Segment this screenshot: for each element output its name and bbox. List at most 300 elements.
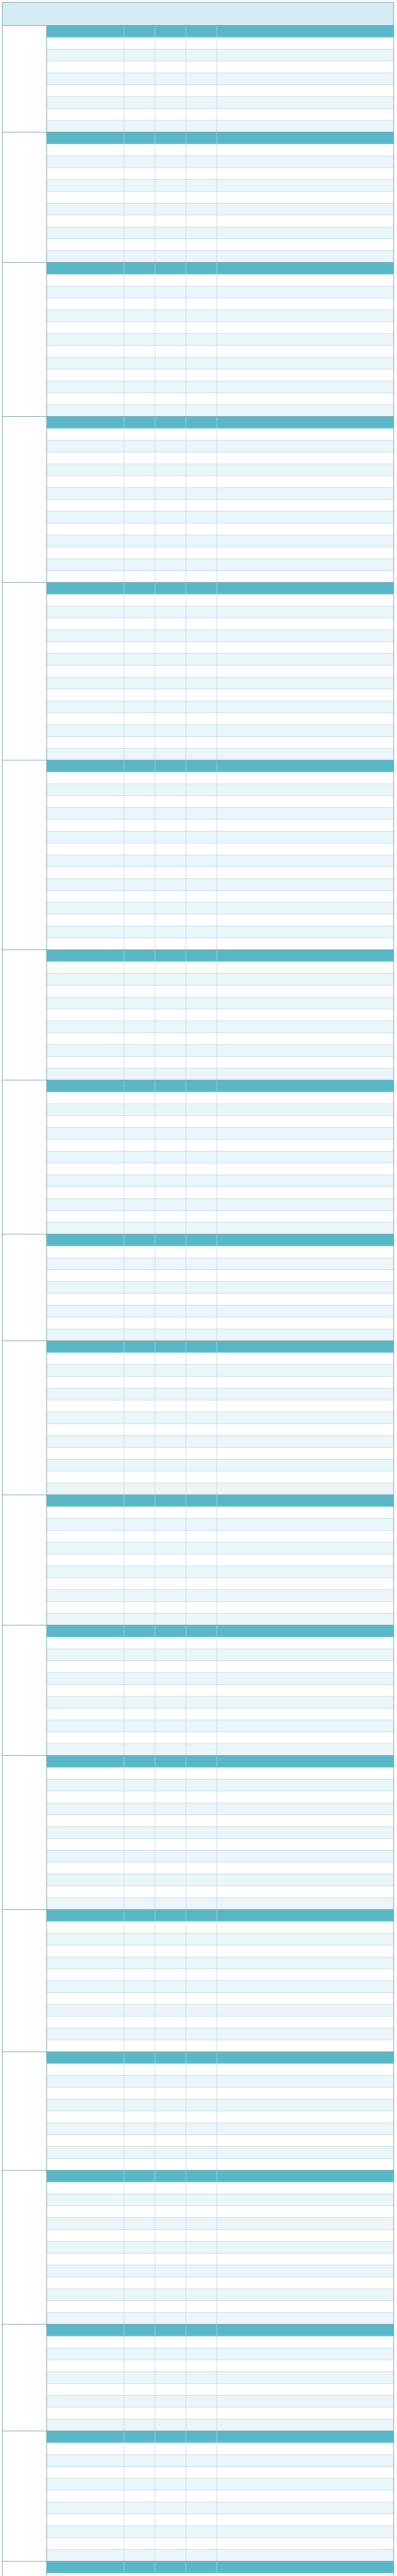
table-row xyxy=(47,1957,393,1969)
table-row xyxy=(47,618,393,630)
note-cell xyxy=(217,725,393,736)
note-cell xyxy=(217,749,393,760)
column-header xyxy=(124,417,155,428)
price-cell xyxy=(124,1258,155,1269)
column-header xyxy=(124,583,155,594)
note-cell xyxy=(217,1246,393,1258)
price-cell xyxy=(155,1377,186,1388)
column-header xyxy=(47,1080,124,1092)
price-cell xyxy=(155,1246,186,1258)
table-row xyxy=(47,1862,393,1874)
column-header xyxy=(124,263,155,274)
hotel-info xyxy=(3,1341,47,1495)
note-cell xyxy=(217,1815,393,1826)
price-cell xyxy=(155,310,186,321)
price-cell xyxy=(186,1720,217,1732)
note-cell xyxy=(217,1211,393,1222)
price-cell xyxy=(186,1400,217,1412)
price-cell xyxy=(155,49,186,61)
price-cell xyxy=(186,2147,217,2158)
column-header xyxy=(155,760,186,772)
column-header xyxy=(186,1341,217,1352)
price-cell xyxy=(155,1116,186,1127)
price-cell xyxy=(186,310,217,321)
price-cell xyxy=(186,346,217,357)
price-cell xyxy=(186,1471,217,1483)
hotel-section xyxy=(3,263,393,417)
table-row xyxy=(47,1720,393,1732)
price-cell xyxy=(155,974,186,985)
note-cell xyxy=(217,1685,393,1696)
table-row xyxy=(47,369,393,381)
price-cell xyxy=(155,1898,186,1909)
price-cell xyxy=(186,535,217,547)
table-header-row xyxy=(47,1756,393,1768)
price-cell xyxy=(186,1211,217,1222)
table-row xyxy=(47,1993,393,2005)
note-cell xyxy=(217,1898,393,1909)
table-row xyxy=(47,832,393,843)
price-cell xyxy=(124,1898,155,1909)
note-cell xyxy=(217,1874,393,1886)
price-cell xyxy=(155,1851,186,1862)
price-cell xyxy=(155,1934,186,1945)
price-cell xyxy=(186,701,217,713)
column-header xyxy=(186,2431,217,2443)
price-cell xyxy=(186,2348,217,2360)
price-cell xyxy=(124,429,155,440)
price-cell xyxy=(124,606,155,618)
price-cell xyxy=(155,1519,186,1530)
price-cell xyxy=(124,1270,155,1281)
table-row xyxy=(47,1649,393,1661)
price-cell xyxy=(186,2016,217,2028)
price-cell xyxy=(186,843,217,855)
room-type-cell xyxy=(47,2088,124,2099)
price-cell xyxy=(155,1673,186,1684)
price-cell xyxy=(186,2301,217,2312)
price-cell xyxy=(124,2372,155,2383)
note-cell xyxy=(217,1507,393,1518)
table-header-row xyxy=(47,132,393,144)
price-cell xyxy=(155,914,186,926)
room-type-cell xyxy=(47,2265,124,2277)
price-cell xyxy=(186,1317,217,1329)
note-cell xyxy=(217,713,393,724)
table-row xyxy=(47,1187,393,1199)
price-cell xyxy=(155,512,186,523)
table-row xyxy=(47,986,393,997)
price-cell xyxy=(186,595,217,606)
price-cell xyxy=(186,1685,217,1696)
price-cell xyxy=(186,1116,217,1127)
price-cell xyxy=(186,1294,217,1305)
table-row xyxy=(47,843,393,855)
table-row xyxy=(47,2479,393,2490)
room-type-cell xyxy=(47,1945,124,1957)
note-cell xyxy=(217,168,393,179)
price-cell xyxy=(155,275,186,286)
price-cell xyxy=(186,1353,217,1364)
price-cell xyxy=(186,2502,217,2514)
price-cell xyxy=(186,109,217,120)
column-header xyxy=(217,2325,393,2336)
note-cell xyxy=(217,192,393,203)
price-cell xyxy=(186,2230,217,2241)
price-cell xyxy=(124,1768,155,1779)
room-table xyxy=(47,1234,393,1341)
price-cell xyxy=(155,2467,186,2478)
column-header xyxy=(217,1495,393,1506)
table-row xyxy=(47,1069,393,1080)
price-cell xyxy=(124,1637,155,1649)
note-cell xyxy=(217,109,393,120)
price-cell xyxy=(186,1531,217,1542)
room-type-cell xyxy=(47,891,124,902)
price-cell xyxy=(155,1957,186,1969)
column-header xyxy=(186,1756,217,1767)
room-type-cell xyxy=(47,2301,124,2312)
column-header xyxy=(155,2171,186,2182)
price-cell xyxy=(124,867,155,878)
column-header xyxy=(155,26,186,37)
price-cell xyxy=(124,405,155,416)
note-cell xyxy=(217,2550,393,2561)
room-type-cell xyxy=(47,1673,124,1684)
price-cell xyxy=(186,1057,217,1068)
price-cell xyxy=(124,1803,155,1815)
price-cell xyxy=(155,1993,186,2004)
note-cell xyxy=(217,2182,393,2194)
price-cell xyxy=(124,1862,155,1874)
column-header xyxy=(47,583,124,594)
price-cell xyxy=(186,1697,217,1708)
room-type-cell xyxy=(47,677,124,689)
table-row xyxy=(47,215,393,227)
price-cell xyxy=(124,677,155,689)
note-cell xyxy=(217,310,393,321)
price-cell xyxy=(186,1768,217,1779)
price-cell xyxy=(186,1140,217,1151)
price-cell xyxy=(124,1021,155,1032)
room-type-cell xyxy=(47,2360,124,2371)
note-cell xyxy=(217,903,393,914)
price-cell xyxy=(124,1033,155,1044)
note-cell xyxy=(217,986,393,997)
table-row xyxy=(47,606,393,618)
price-cell xyxy=(124,2111,155,2123)
note-cell xyxy=(217,1780,393,1791)
price-cell xyxy=(155,1294,186,1305)
note-cell xyxy=(217,1448,393,1459)
price-cell xyxy=(186,737,217,748)
note-cell xyxy=(217,606,393,618)
column-header xyxy=(47,1234,124,1246)
price-cell xyxy=(186,322,217,333)
column-header xyxy=(124,1080,155,1092)
room-table xyxy=(47,1910,393,2052)
note-cell xyxy=(217,796,393,807)
table-row xyxy=(47,512,393,523)
note-cell xyxy=(217,1590,393,1601)
note-cell xyxy=(217,1614,393,1625)
room-type-cell xyxy=(47,796,124,807)
price-cell xyxy=(186,1886,217,1897)
room-type-cell xyxy=(47,1128,124,1139)
price-cell xyxy=(124,654,155,665)
note-cell xyxy=(217,275,393,286)
table-row xyxy=(47,1412,393,1424)
price-cell xyxy=(124,358,155,369)
room-type-cell xyxy=(47,2479,124,2490)
table-row xyxy=(47,772,393,784)
table-row xyxy=(47,2443,393,2455)
note-cell xyxy=(217,1092,393,1104)
note-cell xyxy=(217,1519,393,1530)
price-cell xyxy=(155,962,186,973)
price-cell xyxy=(124,500,155,511)
price-cell xyxy=(124,204,155,215)
price-cell xyxy=(124,2265,155,2277)
price-cell xyxy=(155,1981,186,1992)
note-cell xyxy=(217,2206,393,2217)
room-type-cell xyxy=(47,2408,124,2419)
room-type-cell xyxy=(47,2372,124,2383)
table-row xyxy=(47,452,393,464)
column-header xyxy=(124,1495,155,1506)
table-row xyxy=(47,1448,393,1460)
price-cell xyxy=(124,1353,155,1364)
table-row xyxy=(47,1057,393,1069)
room-type-cell xyxy=(47,867,124,878)
column-header xyxy=(217,2431,393,2443)
price-cell xyxy=(124,938,155,950)
table-row xyxy=(47,2419,393,2431)
price-cell xyxy=(124,2289,155,2300)
price-cell xyxy=(186,215,217,227)
table-row xyxy=(47,1163,393,1175)
price-cell xyxy=(155,1151,186,1163)
note-cell xyxy=(217,2467,393,2478)
table-row xyxy=(47,440,393,452)
price-cell xyxy=(186,156,217,167)
price-cell xyxy=(186,2455,217,2466)
note-cell xyxy=(217,1294,393,1305)
price-cell xyxy=(155,523,186,535)
hotel-info xyxy=(3,583,47,760)
table-header-row xyxy=(47,417,393,429)
price-cell xyxy=(124,2230,155,2241)
note-cell xyxy=(217,689,393,701)
price-cell xyxy=(155,61,186,73)
room-type-cell xyxy=(47,1104,124,1115)
price-cell xyxy=(155,2396,186,2407)
price-cell xyxy=(124,192,155,203)
price-cell xyxy=(155,346,186,357)
price-cell xyxy=(155,2123,186,2134)
price-cell xyxy=(124,535,155,547)
room-type-cell xyxy=(47,2182,124,2194)
price-cell xyxy=(186,1448,217,1459)
table-row xyxy=(47,1128,393,1140)
price-cell xyxy=(186,938,217,950)
table-row xyxy=(47,1637,393,1649)
note-cell xyxy=(217,1187,393,1198)
room-type-cell xyxy=(47,832,124,843)
price-cell xyxy=(186,2123,217,2134)
price-cell xyxy=(186,1993,217,2004)
table-row xyxy=(47,73,393,85)
table-row xyxy=(47,630,393,642)
price-cell xyxy=(124,1140,155,1151)
price-cell xyxy=(186,2490,217,2502)
table-row xyxy=(47,689,393,701)
price-cell xyxy=(155,1021,186,1032)
table-row xyxy=(47,1436,393,1448)
note-cell xyxy=(217,1744,393,1755)
note-cell xyxy=(217,452,393,464)
room-type-cell xyxy=(47,1424,124,1435)
price-cell xyxy=(155,1531,186,1542)
note-cell xyxy=(217,1223,393,1234)
table-row xyxy=(47,1922,393,1934)
column-header xyxy=(124,2431,155,2443)
table-row xyxy=(47,275,393,286)
price-cell xyxy=(155,1566,186,1578)
room-type-cell xyxy=(47,2396,124,2407)
price-cell xyxy=(186,2408,217,2419)
hotel-info xyxy=(3,1625,47,1755)
price-cell xyxy=(155,654,186,665)
price-cell xyxy=(186,1045,217,1056)
price-cell xyxy=(155,2099,186,2111)
price-cell xyxy=(124,49,155,61)
table-row xyxy=(47,1021,393,1033)
room-table xyxy=(47,2171,393,2324)
price-cell xyxy=(155,488,186,499)
price-cell xyxy=(124,97,155,108)
price-cell xyxy=(124,666,155,677)
note-cell xyxy=(217,1945,393,1957)
room-type-cell xyxy=(47,737,124,748)
price-cell xyxy=(155,2028,186,2040)
price-cell xyxy=(155,784,186,795)
note-cell xyxy=(217,2265,393,2277)
price-cell xyxy=(155,1732,186,1743)
column-header xyxy=(155,2325,186,2336)
room-type-cell xyxy=(47,2064,124,2075)
price-cell xyxy=(155,1483,186,1495)
table-row xyxy=(47,796,393,808)
price-cell xyxy=(124,1922,155,1933)
room-type-cell xyxy=(47,488,124,499)
table-row xyxy=(47,144,393,156)
table-row xyxy=(47,1353,393,1365)
note-cell xyxy=(217,1708,393,1720)
column-header xyxy=(155,1495,186,1506)
price-cell xyxy=(155,855,186,867)
table-row xyxy=(47,2242,393,2253)
table-row xyxy=(47,559,393,571)
room-table xyxy=(47,2562,393,2576)
price-cell xyxy=(186,204,217,215)
note-cell xyxy=(217,2218,393,2229)
table-row xyxy=(47,1780,393,1791)
column-header xyxy=(186,26,217,37)
price-cell xyxy=(155,381,186,393)
table-row xyxy=(47,121,393,132)
room-type-cell xyxy=(47,1021,124,1032)
column-header xyxy=(155,2052,186,2063)
column-header xyxy=(47,760,124,772)
table-header-row xyxy=(47,583,393,595)
table-row xyxy=(47,1246,393,1258)
price-cell xyxy=(155,713,186,724)
price-cell xyxy=(155,986,186,997)
table-row xyxy=(47,2159,393,2170)
table-header-row xyxy=(47,1625,393,1637)
table-row xyxy=(47,358,393,369)
price-cell xyxy=(155,1839,186,1850)
column-header xyxy=(186,1080,217,1092)
column-header xyxy=(155,950,186,961)
table-row xyxy=(47,2526,393,2538)
table-row xyxy=(47,547,393,559)
room-type-cell xyxy=(47,1661,124,1672)
column-header xyxy=(155,1341,186,1352)
table-row xyxy=(47,867,393,879)
note-cell xyxy=(217,381,393,393)
table-row xyxy=(47,1708,393,1720)
room-type-cell xyxy=(47,85,124,96)
note-cell xyxy=(217,251,393,262)
room-type-cell xyxy=(47,1637,124,1649)
price-cell xyxy=(155,2016,186,2028)
room-type-cell xyxy=(47,997,124,1009)
column-header xyxy=(124,1341,155,1352)
room-type-cell xyxy=(47,180,124,191)
price-cell xyxy=(124,832,155,843)
price-cell xyxy=(124,713,155,724)
price-cell xyxy=(186,1069,217,1080)
price-cell xyxy=(124,1874,155,1886)
price-cell xyxy=(186,855,217,867)
price-cell xyxy=(186,666,217,677)
price-cell xyxy=(186,642,217,653)
note-cell xyxy=(217,1021,393,1032)
price-cell xyxy=(155,180,186,191)
note-cell xyxy=(217,1791,393,1803)
note-cell xyxy=(217,1839,393,1850)
price-cell xyxy=(186,1377,217,1388)
table-row xyxy=(47,49,393,61)
room-type-cell xyxy=(47,1140,124,1151)
price-cell xyxy=(155,1175,186,1187)
price-cell xyxy=(186,2076,217,2087)
price-cell xyxy=(155,1827,186,1838)
table-row xyxy=(47,180,393,192)
room-type-cell xyxy=(47,500,124,511)
price-cell xyxy=(186,2064,217,2075)
note-cell xyxy=(217,2088,393,2099)
price-cell xyxy=(155,630,186,641)
price-cell xyxy=(186,1934,217,1945)
price-cell xyxy=(186,1163,217,1175)
table-row xyxy=(47,2467,393,2479)
price-cell xyxy=(155,1922,186,1933)
room-type-cell xyxy=(47,1448,124,1459)
note-cell xyxy=(217,227,393,239)
